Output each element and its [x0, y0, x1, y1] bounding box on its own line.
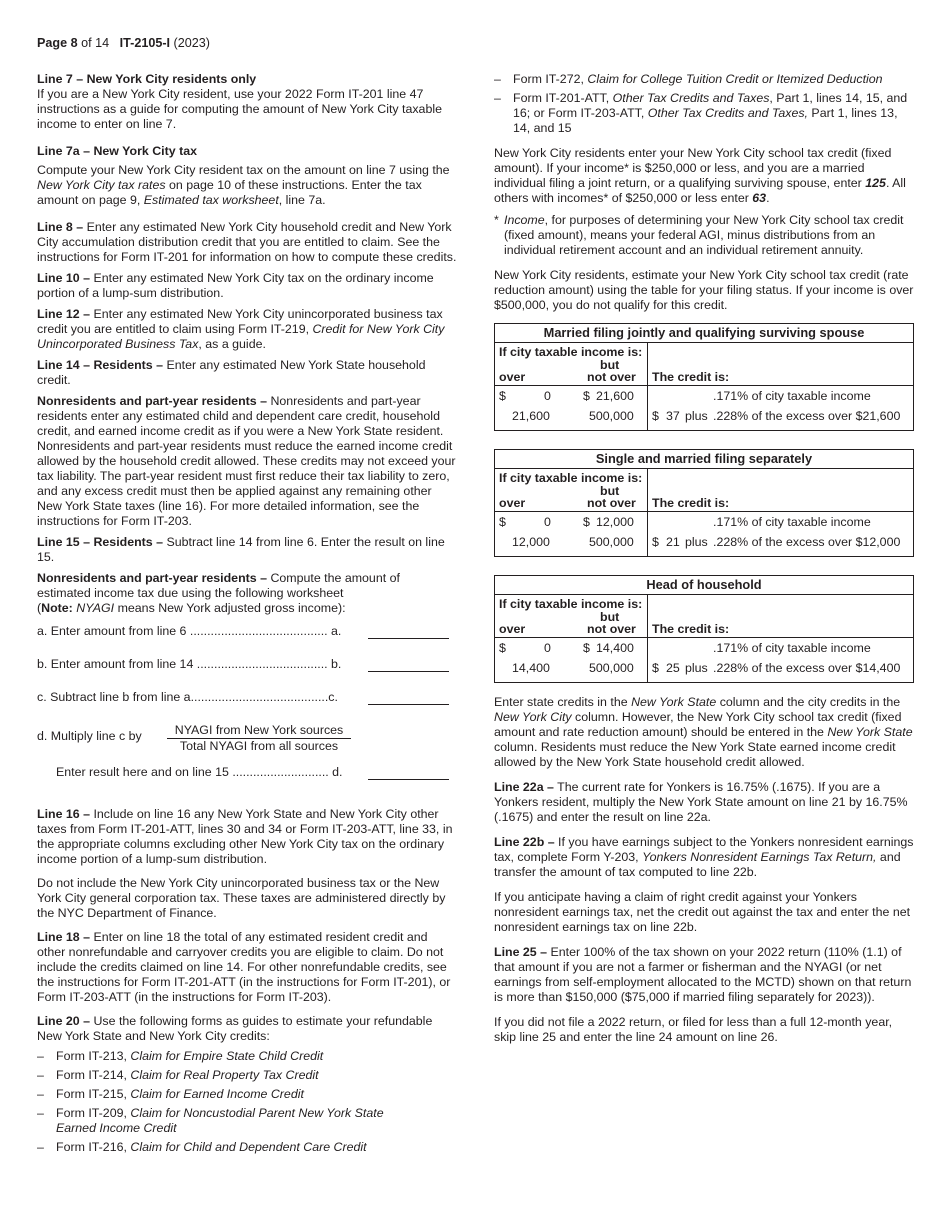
list-item: – Form IT-201-ATT, Other Tax Credits and Taxes, Part 1, lines 14, 15, and 16; or Form IT-203-ATT, Other Tax Credits and Taxes, Part 1, lines 13, 14, and 15 [494, 91, 908, 135]
label-nonresidents: Nonresidents and part-year residents – [37, 571, 267, 585]
list-item: – Form IT-272, Claim for College Tuition Credit or Itemized Deduction [494, 72, 883, 86]
form-name: Form IT-201-ATT, [513, 91, 613, 105]
credit-forms-list [37, 1049, 457, 1155]
text-part: Enter any estimated New York State household credit. [37, 358, 426, 387]
form-name: Form IT-209, [56, 1106, 131, 1120]
form-title: Claim for Earned Income Credit [130, 1087, 304, 1101]
text-line-7a [37, 163, 457, 208]
nyagi-fraction [167, 723, 351, 754]
label-line-18: Line 18 – [37, 930, 91, 944]
cell-not-over: 12,000 [596, 515, 634, 529]
label-line-22a: Line 22a – [494, 780, 554, 794]
text-line-8 [37, 220, 457, 265]
col-header-not-over: not over [587, 370, 636, 384]
text-part: Compute your New York City resident tax on the amount on line 7 using the [37, 163, 450, 177]
text-line-15 [37, 535, 457, 565]
cell-credit: .171% of city taxable income [713, 389, 871, 403]
dollar-sign: $ [652, 535, 659, 549]
col-header-not-over: not over [587, 496, 636, 510]
worksheet-line-b [37, 657, 457, 690]
cell-over: 21,600 [512, 409, 550, 423]
worksheet-label-d: d. Multiply line c by [37, 729, 142, 743]
text-line-10 [37, 271, 457, 301]
amount-125: 125 [865, 176, 886, 190]
label-line-14: Line 14 – Residents – [37, 358, 164, 372]
text-italic: New York City [494, 710, 572, 724]
list-item: – Form IT-216, Claim for Child and Dependent Care Credit [37, 1140, 367, 1154]
dollar-sign: $ [499, 641, 506, 655]
text-italic: Estimated tax worksheet [143, 193, 279, 207]
text-line-20 [37, 1014, 457, 1044]
table-header [494, 343, 914, 386]
cell-over: 0 [544, 515, 551, 529]
form-title: Other Tax Credits and Taxes, [647, 106, 808, 120]
page-total: of 14 [81, 36, 110, 50]
text-part: Enter any estimated New York City unincorporated business tax credit you are entitled to claim using Form IT-219, [37, 307, 443, 336]
text-italic: Credit for New York City Unincorporated Business Tax [37, 322, 445, 351]
cell-credit: .228% of the excess over $14,400 [713, 661, 901, 675]
table-body [494, 638, 914, 683]
text-income-definition [494, 213, 914, 258]
dollar-sign: $ [652, 661, 659, 675]
cell-over: 0 [544, 389, 551, 403]
cell-over: 14,400 [512, 661, 550, 675]
dollar-sign: $ [499, 389, 506, 403]
text-part: Include on line 16 any New York State and New York City other taxes from Form IT-201-ATT, lines 30 and 34 or Form IT-203-ATT, line 33, in the appropriate columns excluding other New York City tax on the ordinary income portion of a lump-sum distribution. [37, 807, 453, 866]
text-part: Part 1, lines 13, 14, and 15 [513, 106, 898, 135]
table-body [494, 512, 914, 557]
right-column [494, 72, 914, 1051]
text-line-12 [37, 307, 457, 352]
col-header-credit: The credit is: [652, 496, 730, 510]
text-part: Nonresidents and part-year residents enter any estimated child and dependent care credit, household credit, and earned income credit as if you were a New York State resident. Nonresidents and part-year residents must reduce the earned income credit allowed by the household credit allowed. These credits may not exceed your tax liability. The part-year resident must first reduce their tax liability to zero, and any excess credit must then be applied against any remaining other New York State taxes (line 16). For more detailed information, see the instructions for Form IT-203. [37, 394, 456, 528]
label-line-16: Line 16 – [37, 807, 91, 821]
text-rate-reduction: New York City residents, estimate your New York City school tax credit (rate reduction amount) using the table for your filing status. If your income is over $500,000, you do not qualify for this credit. [494, 268, 914, 312]
form-title: Claim for Real Property Tax Credit [130, 1068, 319, 1082]
table-title: Single and married filing separately [494, 449, 914, 469]
text-part: Enter on line 18 the total of any estimated resident credit and other nonrefundable and carryover credits you are eligible to claim. Do not include the credits claimed on line 14. For other nonrefundable credits, see the instructions for Form IT-201-ATT (in the instructions for Form IT-201), or Form IT-203-ATT (in the instructions for Form IT-203). [37, 930, 451, 1004]
form-title: Other Tax Credits and Taxes [612, 91, 770, 105]
worksheet-line-a [37, 624, 457, 657]
cell-not-over: 500,000 [589, 409, 634, 423]
left-column [37, 72, 457, 1159]
col-header-income: If city taxable income is: [499, 345, 643, 359]
label-line-15: Line 15 – Residents – [37, 535, 164, 549]
cell-credit: .228% of the excess over $12,000 [713, 535, 901, 549]
text-no-return: If you did not file a 2022 return, or filed for less than a full 12-month year, skip line 25 and enter the line 24 amount on line 26. [494, 1015, 893, 1044]
worksheet-line-d-result [37, 765, 457, 807]
text-part: , Part 1, lines 14, 15, and 16; or Form IT-203-ATT, [513, 91, 908, 120]
cell-not-over: 500,000 [589, 661, 634, 675]
text-part: . [766, 191, 770, 205]
text-state-city-columns [494, 695, 914, 770]
text-line-7: If you are a New York City resident, use your 2022 Form IT-201 line 47 instructions as a guide for computing the amount of New York City taxable income to enter on line 7. [37, 87, 442, 131]
text-claim-of-right: If you anticipate having a claim of right credit against your Yonkers nonresident earnings tax, net the credit out against the tax and enter the net nonresident earnings tax on line 22b. [494, 890, 911, 934]
dollar-sign: $ [583, 389, 590, 403]
dollar-sign: $ [652, 409, 659, 423]
table-title: Head of household [494, 575, 914, 595]
page-header [37, 36, 210, 51]
col-header-over: over [499, 370, 526, 384]
text-line-16-note: Do not include the New York City unincorporated business tax or the New York City general corporation tax. These taxes are administered directly by the NYC Department of Finance. [37, 876, 446, 920]
worksheet-input-c[interactable] [368, 704, 449, 705]
table-body [494, 386, 914, 431]
text-part: Enter any estimated New York City household credit and New York City accumulation distribution credit that you are entitled to claim. See the instructions for Form IT-201 for information on how to compute these credits. [37, 220, 457, 264]
cell-plus: plus [685, 661, 708, 675]
text-part: ( [37, 601, 42, 615]
text-part: Enter 100% of the tax shown on your 2022 return (110% (1.1) of that amount if you are not a farmer or fisherman and the NYAGI (or net earnings from self-employment allocated to the MCTD) shown on that return is more than $150,000 ($75,000 if married filing separately for 2023)). [494, 945, 912, 1004]
list-item: – Form IT-213, Claim for Empire State Child Credit [37, 1049, 324, 1063]
cell-not-over: 500,000 [589, 535, 634, 549]
text-part: , as a guide. [198, 337, 266, 351]
cell-amount: 37 [666, 409, 680, 423]
text-italic: Income [504, 213, 545, 227]
text-school-credit [494, 146, 914, 206]
cell-over: 0 [544, 641, 551, 655]
label-nonresidents: Nonresidents and part-year residents – [37, 394, 267, 408]
text-line-22b [494, 835, 914, 880]
form-number: IT-2105-I [119, 36, 171, 50]
text-line-14 [37, 358, 457, 388]
text-part: and transfer the amount of tax computed to line 22b. [494, 850, 901, 879]
text-part: Enter any estimated New York City tax on the ordinary income portion of a lump-sum distribution. [37, 271, 434, 300]
text-part: column and the city credits in the [716, 695, 901, 709]
form-title: Claim for Noncustodial Parent New York State Earned Income Credit [56, 1106, 384, 1135]
col-header-credit: The credit is: [652, 622, 730, 636]
fraction-denominator: Total NYAGI from all sources [179, 739, 339, 753]
cell-credit: .228% of the excess over $21,600 [713, 409, 901, 423]
table-header [494, 469, 914, 512]
text-part: The current rate for Yonkers is 16.75% (.1675). If you are a Yonkers resident, multiply the New York State amount on line 21 by 16.75% (.1675) and enter the result on line 22a. [494, 780, 908, 824]
text-part: Enter state credits in the [494, 695, 632, 709]
col-header-but: but [600, 610, 620, 624]
label-line-12: Line 12 – [37, 307, 91, 321]
credit-table-mfj [494, 323, 914, 431]
table-header [494, 595, 914, 638]
worksheet-line-d [37, 723, 457, 765]
list-item: – Form IT-209, Claim for Noncustodial Parent New York State Earned Income Credit [37, 1106, 384, 1135]
col-header-over: over [499, 496, 526, 510]
cell-not-over: 21,600 [596, 389, 634, 403]
section-line-7a [37, 144, 457, 208]
worksheet-label-c: c. Subtract line b from line a........................................c. [37, 690, 338, 704]
col-header-income: If city taxable income is: [499, 597, 643, 611]
col-header-income: If city taxable income is: [499, 471, 643, 485]
heading-line-7: Line 7 – New York City residents only [37, 72, 257, 86]
label-line-25: Line 25 – [494, 945, 548, 959]
text-line-25 [494, 945, 914, 1005]
cell-amount: 21 [666, 535, 680, 549]
text-nonresidents-14 [37, 394, 457, 529]
text-part: If you have earnings subject to the Yonkers nonresident earnings tax, complete Form Y-203, [494, 835, 914, 864]
dollar-sign: $ [583, 515, 590, 529]
form-name: Form IT-216, [56, 1140, 131, 1154]
col-header-but: but [600, 484, 620, 498]
text-italic: New York City tax rates [37, 178, 166, 192]
form-name: Form IT-213, [56, 1049, 131, 1063]
cell-over: 12,000 [512, 535, 550, 549]
worksheet-label-d-result: Enter result here and on line 15 ............................ d. [56, 765, 343, 779]
form-name: Form IT-272, [513, 72, 588, 86]
table-title: Married filing jointly and qualifying surviving spouse [494, 323, 914, 343]
text-part: , for purposes of determining your New York City school tax credit (fixed amount), means your federal AGI, minus distributions from an individual retirement account and an individual retirement annuity. [504, 213, 904, 257]
worksheet-input-d[interactable] [368, 779, 449, 780]
text-part: . All others with incomes* of $250,000 or less enter [494, 176, 906, 205]
text-line-22a [494, 780, 914, 825]
text-part: Use the following forms as guides to estimate your refundable New York State and New York City credits: [37, 1014, 433, 1043]
text-part: means New York adjusted gross income): [114, 601, 346, 615]
cell-amount: 25 [666, 661, 680, 675]
amount-63: 63 [752, 191, 767, 205]
text-part: New York City residents enter your New York City school tax credit (fixed amount). If your income* is $250,000 or less, and you are a married individual filing a joint return, or a qualifying surviving spouse, enter [494, 146, 892, 190]
text-part: column. Residents must reduce the New York State earned income credit allowed by the New York State household credit allowed. [494, 740, 896, 769]
cell-plus: plus [685, 409, 708, 423]
worksheet-input-a[interactable] [368, 638, 449, 639]
heading-line-7a: Line 7a – New York City tax [37, 144, 197, 158]
note-label: Note: [41, 601, 73, 615]
worksheet-label-a: a. Enter amount from line 6 ........................................ a. [37, 624, 342, 638]
section-line-7 [37, 72, 457, 132]
text-part: on page 10 of these instructions. Enter the tax amount on page 9, [37, 178, 422, 207]
text-part: Subtract line 14 from line 6. Enter the result on line 15. [37, 535, 445, 564]
text-part: Compute the amount of estimated income tax due using the following worksheet [37, 571, 400, 600]
form-name: Form IT-214, [56, 1068, 131, 1082]
form-title: Claim for Child and Dependent Care Credit [130, 1140, 367, 1154]
worksheet-input-b[interactable] [368, 671, 449, 672]
label-line-22b: Line 22b – [494, 835, 555, 849]
page-number: Page 8 [37, 36, 78, 50]
worksheet-label-b: b. Enter amount from line 14 ...................................... b. [37, 657, 342, 671]
text-part: , line 7a. [278, 193, 326, 207]
form-title: Claim for College Tuition Credit or Itemized Deduction [587, 72, 883, 86]
text-line-18 [37, 930, 457, 1005]
credit-table-hoh [494, 575, 914, 683]
footnote-marker: * [494, 213, 499, 227]
text-line-16 [37, 807, 457, 867]
col-header-over: over [499, 622, 526, 636]
list-item: – Form IT-215, Claim for Earned Income Credit [37, 1087, 304, 1101]
dollar-sign: $ [499, 515, 506, 529]
label-line-10: Line 10 – [37, 271, 91, 285]
text-italic: New York State [631, 695, 717, 709]
label-line-8: Line 8 – [37, 220, 84, 234]
col-header-but: but [600, 358, 620, 372]
fraction-numerator: NYAGI from New York sources [167, 723, 351, 739]
form-title: Claim for Empire State Child Credit [130, 1049, 324, 1063]
cell-credit: .171% of city taxable income [713, 515, 871, 529]
credit-forms-list-cont [494, 72, 914, 136]
text-italic: New York State [827, 725, 913, 739]
col-header-credit: The credit is: [652, 370, 730, 384]
form-year: (2023) [173, 36, 210, 50]
dollar-sign: $ [583, 641, 590, 655]
cell-credit: .171% of city taxable income [713, 641, 871, 655]
text-part: column. However, the New York City school tax credit (fixed amount and rate reduction amount) should be entered in the [494, 710, 902, 739]
label-line-20: Line 20 – [37, 1014, 91, 1028]
cell-not-over: 14,400 [596, 641, 634, 655]
text-italic: NYAGI [72, 601, 115, 615]
worksheet-line-c [37, 690, 457, 723]
credit-table-single [494, 449, 914, 557]
text-nonresidents-15 [37, 571, 457, 616]
list-item: – Form IT-214, Claim for Real Property Tax Credit [37, 1068, 319, 1082]
cell-plus: plus [685, 535, 708, 549]
text-italic: Yonkers Nonresident Earnings Tax Return, [642, 850, 877, 864]
form-name: Form IT-215, [56, 1087, 131, 1101]
col-header-not-over: not over [587, 622, 636, 636]
